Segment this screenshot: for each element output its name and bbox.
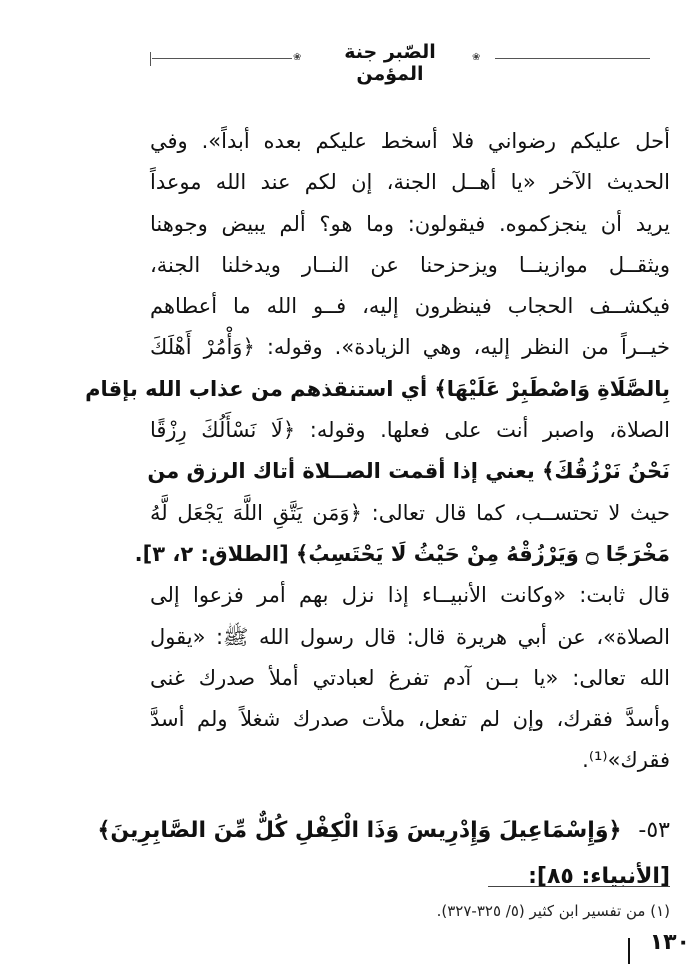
text-line: الله تعالى: «يا بــن آدم تفرغ لعبادتي أملأ صدرك غنى	[150, 665, 670, 690]
text-line: وأسدَّ فقرك، وإن لم تفعل، ملأت صدرك شغلاً ولم أسدَّ	[150, 707, 670, 732]
text-line: الصلاة، واصبر أنت على فعلها. وقوله: ﴿لَا نَسْأَلُكَ رِزْقًا	[150, 418, 670, 443]
verse-number: ٥٣-	[638, 818, 670, 843]
text-line: الصلاة»، عن أبي هريرة قال: قال رسول الله ﷺ: «يقول	[150, 624, 670, 649]
text-line: يريد أن ينجزكموه. فيقولون: وما هو؟ ألم يبيض وجوهنا	[150, 211, 670, 236]
header-rule-left	[152, 58, 292, 59]
running-header	[150, 38, 690, 85]
text-line: أحل عليكم رضواني فلا أسخط عليكم بعده أبداً». وفي	[150, 129, 670, 153]
text-line: ويثقــل موازينــا ويزحزحنا عن النــار ويدخلنا الجنة،	[150, 252, 670, 277]
text-line: حيث لا تحتســب، كما قال تعالى: ﴿وَمَن يَتَّقِ اللَّهَ يَجْعَل لَّهُ	[150, 500, 670, 525]
text-line: خيــراً من النظر إليه، وهي الزيادة». وقوله: ﴿وَأْمُرْ أَهْلَكَ	[150, 335, 670, 360]
header-rule-right	[495, 58, 650, 59]
text-line: فقرك»⁽¹⁾.	[582, 748, 670, 773]
text-line: نَحْنُ نَرْزُقُكَ﴾ يعني إذا أقمت الصــلاة أتاك الرزق من	[147, 459, 670, 484]
page-number: ١٣٠	[649, 930, 690, 955]
running-title: الصّبر جنة المؤمن	[344, 41, 436, 85]
text-line: قال ثابت: «وكانت الأنبيــاء إذا نزل بهم أمر فزعوا إلى	[150, 583, 670, 608]
header-tick	[150, 52, 151, 66]
verse-reference: [الأنبياء: ٨٥]:	[528, 864, 670, 889]
text-line: مَخْرَجًا ۝ وَيَرْزُقْهُ مِنْ حَيْثُ لَا يَحْتَسِبُ﴾ [الطلاق: ٢، ٣].	[134, 541, 670, 566]
text-line: الحديث الآخر «يا أهــل الجنة، إن لكم عند الله موعداً	[150, 170, 670, 195]
text-line: بِالصَّلَاةِ وَاصْطَبِرْ عَلَيْهَا﴾ أي استنقذهم من عذاب الله بإقام	[85, 376, 670, 401]
main-text	[85, 121, 670, 782]
footnote: (١) من تفسير ابن كثير (٥/ ٣٢٥-٣٢٧).	[436, 902, 670, 920]
ornament-icon: ❀	[472, 52, 481, 63]
ornament-icon: ❀	[293, 52, 302, 63]
text-line: فيكشــف الحجاب فينظرون إليه، فــو الله ما أعطاهم	[150, 294, 670, 319]
footnote-divider	[488, 886, 670, 887]
quran-verse: ﴿وَإِسْمَاعِيلَ وَإِدْرِيسَ وَذَا الْكِفْلِ كُلٌّ مِّنَ الصَّابِرِينَ﴾	[97, 818, 622, 843]
